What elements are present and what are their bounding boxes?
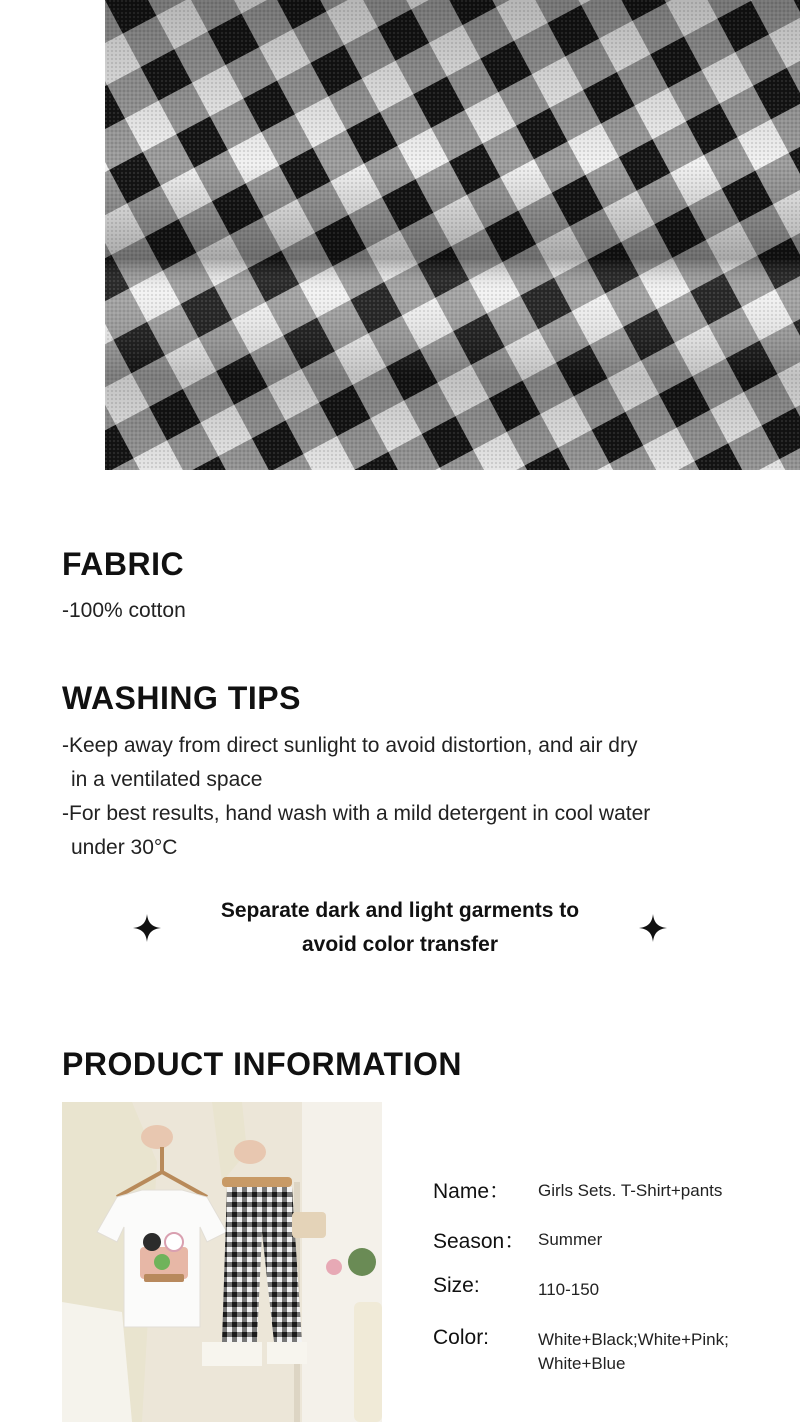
note-line: Separate dark and light garments to [220,899,580,922]
info-value-color: White+Black;White+Pink; White+Blue [538,1330,729,1373]
washing-tip-line: under 30°C [71,836,178,859]
washing-tip-line: -Keep away from direct sunlight to avoid distortion, and air dry [62,734,638,757]
product-photo [62,1102,382,1422]
fabric-photo [105,0,800,470]
gingham-pattern-image [105,0,800,470]
info-value-size: 110-150 [538,1280,600,1299]
washing-tip-line: in a ventilated space [71,768,263,791]
info-label-season: Season： [433,1230,526,1253]
washing-tips-title: WASHING TIPS [62,680,301,716]
note-line: avoid color transfer [301,933,499,956]
sparkle-icon [133,914,161,942]
sparkle-icon [639,914,667,942]
outfit-photo-image [62,1102,382,1422]
fabric-line: -100% cotton [62,599,186,622]
washing-tip-line: -For best results, hand wash with a mild detergent in cool water [62,802,651,825]
fabric-title: FABRIC [62,546,185,582]
info-label-name: Name： [433,1180,511,1203]
info-label-color: Color: [433,1326,490,1349]
info-value-name: Girls Sets. T-Shirt+pants [538,1181,723,1200]
product-info-title: PRODUCT INFORMATION [62,1046,462,1082]
info-label-size: Size: [433,1274,480,1297]
info-value-season: Summer [538,1230,603,1249]
color-transfer-note [180,894,620,962]
